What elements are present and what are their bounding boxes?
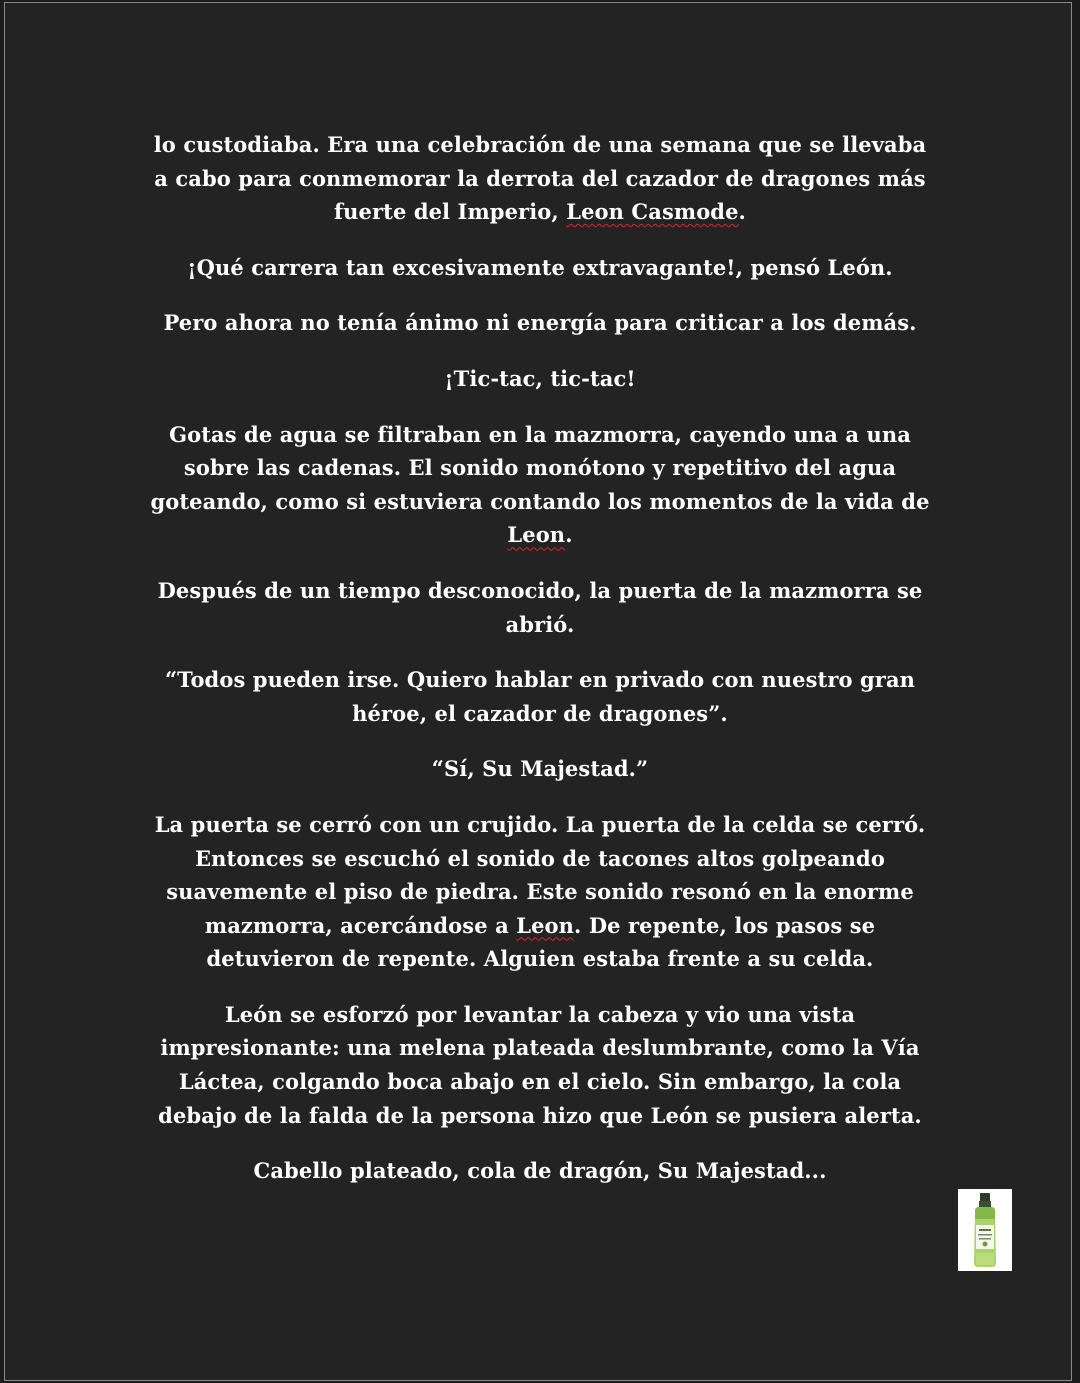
misspelled-word[interactable]: Leon (516, 912, 575, 938)
paragraph-2: ¡Qué carrera tan excesivamente extravagante!, pensó León. (187, 254, 893, 280)
paragraph-3: Pero ahora no tenía ánimo ni energía para criticar a los demás. (163, 310, 917, 336)
ad-thumbnail[interactable] (958, 1189, 1012, 1271)
paragraph-5: Gotas de agua se filtraban en la mazmorra, cayendo una a una sobre las cadenas. El sonido monótono y repetitivo del agua goteando, como si estuviera contando los momentos de la vida de Leon. (150, 421, 930, 548)
misspelled-word[interactable]: Leon Casmode (566, 199, 739, 225)
paragraph-11: Cabello plateado, cola de dragón, Su Majestad... (253, 1158, 827, 1184)
paragraph-1: lo custodiaba. Era una celebración de una semana que se llevaba a cabo para conmemorar la derrota del cazador de dragones más fuerte del Imperio, Leon Casmode. (153, 132, 927, 225)
paragraph-7: “Todos pueden irse. Quiero hablar en privado con nuestro gran héroe, el cazador de dragones”. (164, 667, 916, 726)
paragraph-4: ¡Tic-tac, tic-tac! (444, 365, 636, 391)
paragraph-8: “Sí, Su Majestad.” (431, 756, 649, 782)
paragraph-9: La puerta se cerró con un crujido. La puerta de la celda se cerró. Entonces se escuchó el sonido de tacones altos golpeando suavemente el piso de piedra. Este sonido resonó en la enorme mazmorra, acercándose a Leon. De repente, los pasos se detuvieron de repente. Alguien estaba frente a su celda. (154, 811, 926, 972)
document-body (145, 128, 935, 1210)
bottle-icon (958, 1189, 1012, 1271)
paragraph-6: Después de un tiempo desconocido, la puerta de la mazmorra se abrió. (157, 577, 923, 637)
paragraph-10: León se esforzó por levantar la cabeza y vio una vista impresionante: una melena plateada deslumbrante, como la Vía Láctea, colgando boca abajo en el cielo. Sin embargo, la cola debajo de la falda de la persona hizo que León se pusiera alerta. (158, 1001, 922, 1128)
misspelled-word[interactable]: Leon (507, 522, 566, 548)
